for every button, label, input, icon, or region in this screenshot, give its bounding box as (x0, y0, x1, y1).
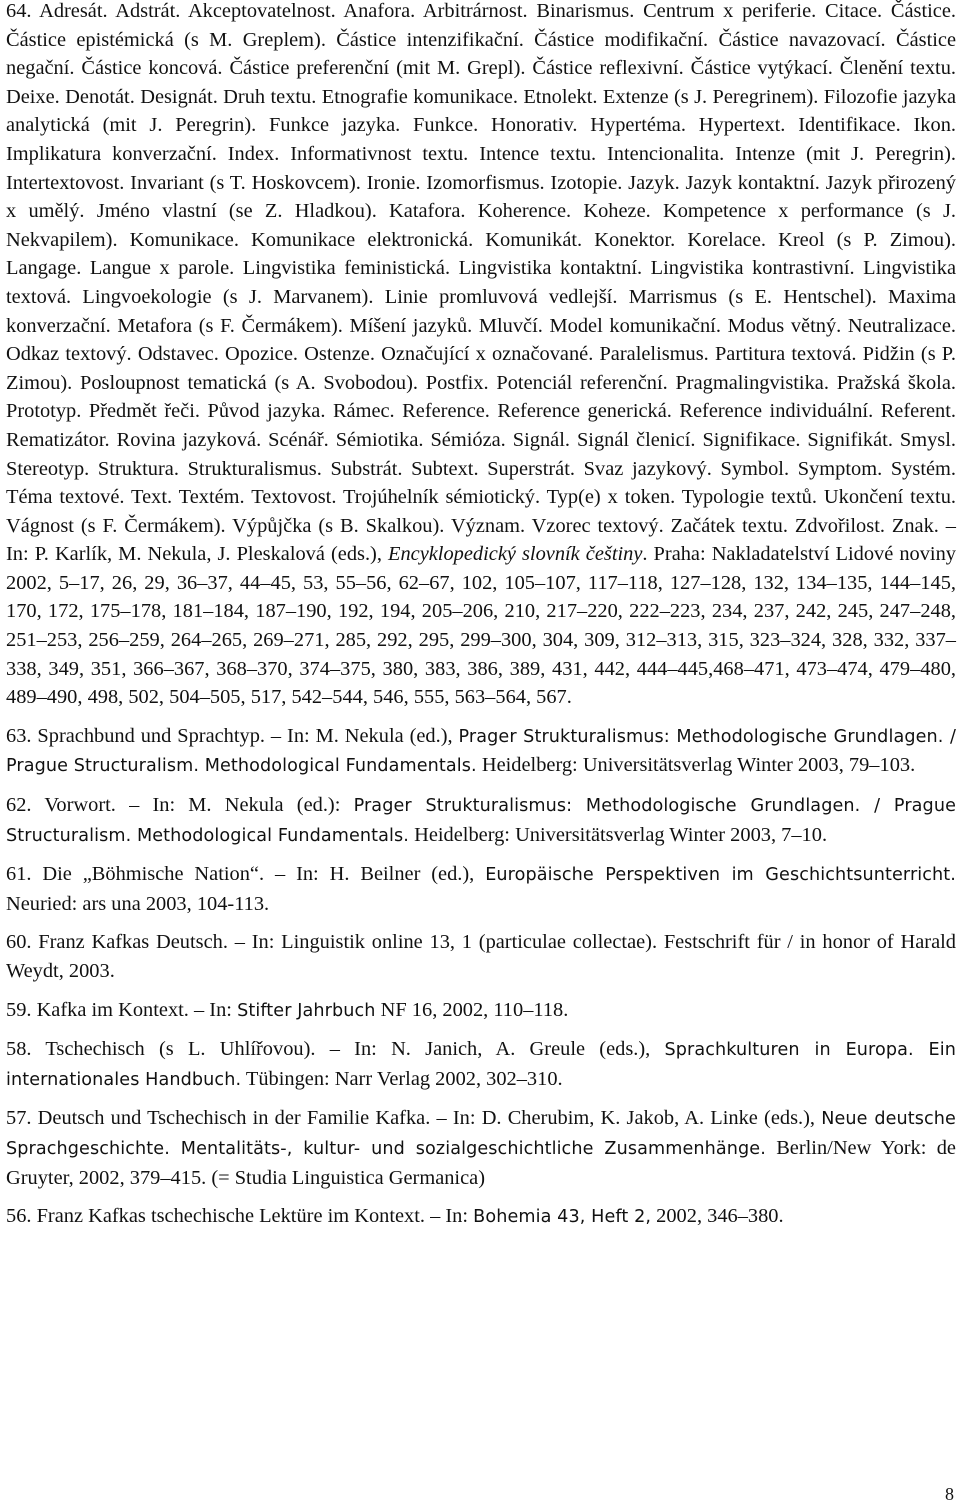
entry-text: Tübingen: Narr Verlag 2002, 302–310. (241, 1067, 563, 1090)
publication-title: Stifter Jahrbuch (237, 1000, 376, 1021)
entry-text: Berlin/New York: de Gruyter, 2002, 379–415. (= Studia Linguistica Germanica) (6, 1136, 956, 1189)
entry-text: Neuried: ars una 2003, 104-113. (6, 892, 270, 915)
entry-text: 59. Kafka im Kontext. – In: (6, 998, 238, 1021)
bibliography-entry-63 (6, 722, 956, 781)
publication-title: Sprachkulturen in Europa. Ein internationales Handbuch. (6, 1040, 956, 1090)
entry-text: Heidelberg: Universitätsverlag Winter 2003, 7–10. (409, 823, 828, 846)
page-number: 8 (945, 1484, 954, 1504)
publication-title: Neue deutsche Sprachgeschichte. Mentalitäts-, kultur- und sozialgeschichtliche Zusammenhänge. (6, 1109, 956, 1159)
entry-text: 57. Deutsch und Tschechisch in der Familie Kafka. – In: D. Cherubim, K. Jakob, A. Linke (eds.), (6, 1107, 822, 1130)
bibliography-entry-62 (6, 791, 956, 850)
publication-title: Encyklopedický slovník češtiny (388, 543, 643, 566)
entry-text: 2002, 346–380. (651, 1205, 784, 1228)
entry-text: 56. Franz Kafkas tschechische Lektüre im Kontext. – In: (6, 1205, 474, 1228)
entry-text: 58. Tschechisch (s L. Uhlířovou). – In: N. Janich, A. Greule (eds.), (6, 1038, 665, 1061)
bibliography-entry-58 (6, 1035, 956, 1094)
bibliography-entry-56 (6, 1202, 956, 1232)
entry-text: 64. Adresát. Adstrát. Akceptovatelnost. Anafora. Arbitrárnost. Binarismus. Centrum x periferie. Citace. Částice. Částice epistémická (s M. Greplem). Částice intenzifikační. Částice modifikační. Částice navazovací. Částice negační. Částice koncová. Částice preferenční (mit M. Grepl). Částice reflexivní. Částice vytýkací. Členění textu. Deixe. Denotát. Designát. Druh textu. Etnografie komunikace. Etnolekt. Extenze (s J. Peregrinem). Filozofie jazyka analytická (mit J. Peregrin). Funkce jazyka. Funkce. Honorativ. Hypertéma. Hypertext. Identifikace. Ikon. Implikatura konverzační. Index. Informativnost textu. Intence textu. Intencionalita. Intenze (mit J. Peregrin). Intertextovost. Invariant (s T. Hoskovcem). Ironie. Izomorfismus. Izotopie. Jazyk. Jazyk kontaktní. Jazyk přirozený x umělý. Jméno vlastní (se Z. Hladkou). Katafora. Koherence. Koheze. Kompetence x performance (s J. Nekvapilem). Komunikace. Komunikace elektronická. Komunikát. Konektor. Korelace. Kreol (s P. Zimou). Langage. Langue x parole. Lingvistika feministická. Lingvistika kontaktní. Lingvistika kontrastivní. Lingvistika textová. Lingvoekologie (s J. Marvanem). Linie promluvová vedlejší. Marrismus (s E. Hentschel). Maxima konverzační. Metafora (s F. Čermákem). Míšení jazyků. Mluvčí. Model komunikační. Modus větný. Neutralizace. Odkaz textový. Odstavec. Opozice. Ostenze. Označující x označované. Paralelismus. Partitura textová. Pidžin (s P. Zimou). Posloupnost tematická (s A. Svobodou). Postfix. Potenciál referenční. Pragmalingvistika. Pražská škola. Prototyp. Předmět řeči. Původ jazyka. Rámec. Reference. Reference generická. Reference individuální. Referent. Rematizátor. Rovina jazyková. Scénář. Sémiotika. Sémióza. Signál. Signál členicí. Signifikace. Signifikát. Smysl. Stereotyp. Struktura. Strukturalismus. Substrát. Subtext. Superstrát. Svaz jazykový. Symbol. Symptom. Systém. Téma textové. Text. Textém. Textovost. Trojúhelník sémiotický. Typ(e) x token. Typologie textů. Ukončení textu. Vágnost (s F. Čermákem). Výpůjčka (s B. Skalkou). Význam. Vzorec textový. Začátek textu. Zdvořilost. Znak. – In: P. Karlík, M. Nekula, J. Pleskalová (eds.), (6, 0, 956, 566)
entry-text: 63. Sprachbund und Sprachtyp. – In: M. Nekula (ed.), (6, 724, 459, 747)
publication-title: Prager Strukturalismus: Methodologische Grundlagen. / Prague Structuralism. Methodological Fundamentals. (6, 726, 957, 777)
bibliography-entry-60 (6, 928, 956, 985)
entry-text: 61. Die „Böhmische Nation“. – In: H. Beilner (ed.), (6, 863, 486, 886)
entry-text: 62. Vorwort. – In: M. Nekula (ed.): (6, 794, 354, 817)
document-page (6, 0, 956, 1242)
publication-title: Bohemia 43, Heft 2, (473, 1207, 652, 1228)
bibliography-entry-61 (6, 860, 956, 918)
publication-title: Europäische Perspektiven im Geschichtsunterricht. (485, 865, 956, 886)
publication-title: Prager Strukturalismus: Methodologische Grundlagen. / Prague Structuralism. Methodological Fundamentals. (6, 796, 956, 846)
bibliography-entry-64 (6, 0, 956, 712)
entry-text: . Praha: Nakladatelství Lidové noviny 2002, 5–17, 26, 29, 36–37, 44–45, 53, 55–56, 62–67, 102, 105–107, 117–118, 127–128, 132, 134–135, 144–145, 170, 172, 175–178, 181–184, 187–190, 192, 194, 205–206, 210, 217–220, 222–223, 234, 237, 242, 245, 247–248, 251–253, 256–259, 264–265, 269–271, 285, 292, 295, 299–300, 304, 309, 312–313, 315, 323–324, 328, 332, 337–338, 349, 351, 366–367, 368–370, 374–375, 380, 383, 386, 389, 431, 442, 444–445,468–471, 473–474, 479–480, 489–490, 498, 502, 504–505, 517, 542–544, 546, 555, 563–564, 567. (6, 543, 956, 709)
entry-text: NF 16, 2002, 110–118. (375, 998, 569, 1021)
entry-text: Heidelberg: Universitätsverlag Winter 2003, 79–103. (476, 754, 916, 777)
bibliography-entry-57 (6, 1104, 956, 1192)
entry-text: 60. Franz Kafkas Deutsch. – In: Linguistik online 13, 1 (particulae collectae). Festschrift für / in honor of Harald Weydt, 2003. (6, 931, 956, 982)
bibliography-entry-59 (6, 996, 956, 1026)
